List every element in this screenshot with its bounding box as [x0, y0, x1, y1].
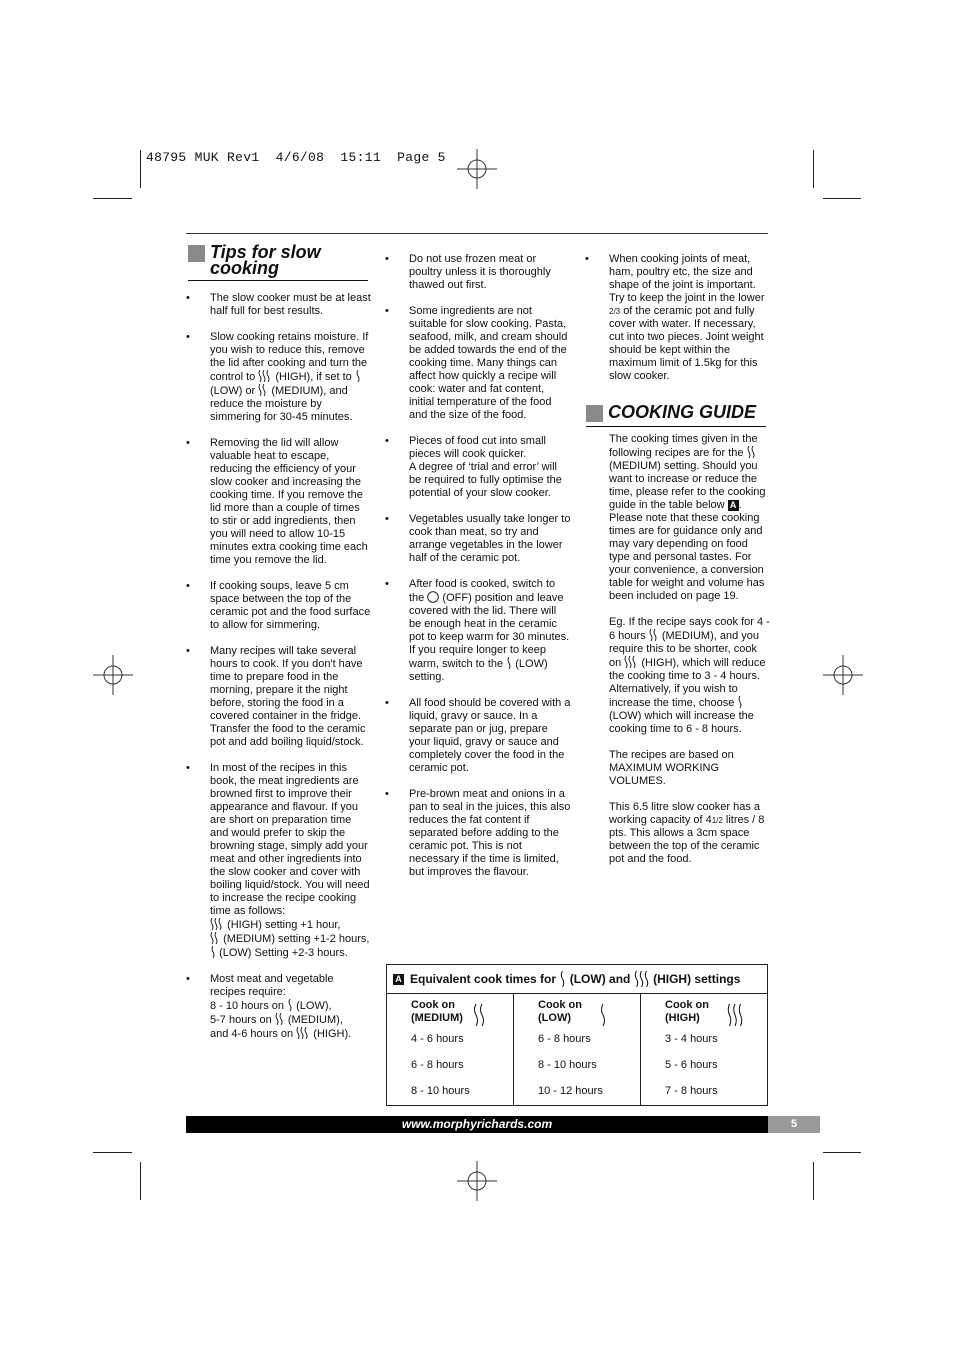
- table-cell: 6 - 8 hours: [538, 1033, 591, 1045]
- list-item: • Vegetables usually take longer to cook than meat, so try and arrange vegetables in the lower half of the ceramic pot.: [385, 513, 571, 565]
- high-setting-icon: [624, 656, 638, 668]
- medium-setting-icon: [649, 629, 659, 641]
- low-setting-icon: [210, 946, 216, 958]
- crop-mark: [813, 1162, 814, 1200]
- cook-times-table: [386, 964, 768, 1106]
- table-column-medium: Cook on (MEDIUM) 4 - 6 hours 6 - 8 hours 8 - 10 hours: [387, 994, 514, 1106]
- list-item: • When cooking joints of meat, ham, poultry etc, the size and shape of the joint is important. Try to keep the joint in the lower 2/3 of the ceramic pot and fully cover with water. If necessary, cut into two pieces. Joint weight should be kept within the maximum limit of 1.5kg for this slow cooker.: [585, 253, 770, 383]
- list-item: • After food is cooked, switch to the (OFF) position and leave covered with the lid. There will be enough heat in the ceramic pot to keep warm for 30 minutes. If you require longer to keep warm, switch to the (LOW) setting.: [385, 578, 571, 684]
- table-cell: 7 - 8 hours: [665, 1085, 718, 1097]
- paragraph: The cooking times given in the following recipes are for the (MEDIUM) setting. Should you want to increase or reduce the time, please refer to the cooking guide in the table below A . Please note that these cooking times are for guidance only and may vary depending on food type and personal tastes. For your convenience, a conversion table for weight and volume has been included on page 19.: [609, 433, 766, 602]
- list-item: • All food should be covered with a liquid, gravy or sauce. In a separate pan or jug, prepare your liquid, gravy or sauce and completely cover the food in the ceramic pot.: [385, 697, 571, 775]
- table-cell: 8 - 10 hours: [538, 1059, 597, 1071]
- tips-heading-line1: Tips for slow: [210, 242, 321, 262]
- high-setting-icon: [634, 971, 650, 987]
- table-column-high: Cook on (HIGH) 3 - 4 hours 5 - 6 hours 7 - 8 hours: [641, 994, 767, 1106]
- table-header: A Equivalent cook times for (LOW) and (HIGH) settings: [387, 965, 767, 994]
- print-slug: 48795 MUK Rev1 4/6/08 15:11 Page 5: [146, 150, 446, 165]
- table-cell: 6 - 8 hours: [411, 1059, 464, 1071]
- medium-setting-icon: [258, 384, 268, 396]
- crop-mark: [140, 1162, 141, 1200]
- list-item: • Pre-brown meat and onions in a pan to seal in the juices, this also reduces the fat content if separated before adding to the ceramic pot. This is not necessary if the time is limited, but improves the flavour.: [385, 788, 571, 879]
- registration-mark-icon: [457, 1161, 497, 1201]
- off-setting-icon: [427, 591, 439, 603]
- list-item: • The slow cooker must be at least half full for best results.: [186, 292, 372, 318]
- heading-square-icon: [188, 245, 205, 262]
- heading-square-icon: [586, 405, 603, 422]
- footer-url-bar: www.morphyrichards.com: [186, 1116, 768, 1133]
- paragraph: The recipes are based on MAXIMUM WORKING VOLUMES.: [609, 749, 734, 787]
- cooking-guide-heading: [586, 404, 766, 422]
- column-3: [585, 253, 770, 396]
- list-item: • Most meat and vegetable recipes require: 8 - 10 hours on (LOW), 5-7 hours on (MEDIUM), and 4-6 hours on (HIGH).: [186, 973, 372, 1041]
- heading-underline: [586, 426, 766, 428]
- low-setting-icon: [506, 657, 512, 669]
- paragraph: Eg. If the recipe says cook for 4 - 6 hours (MEDIUM), and you require this to be shorter, cook on (HIGH), which will reduce the cooking time to 3 - 4 hours. Alternatively, if you wish to increase the time, choose (LOW) which will increase the cooking time to 6 - 8 hours.: [609, 616, 770, 735]
- table-body: [387, 994, 767, 1106]
- cooking-guide-text: [585, 433, 770, 879]
- medium-setting-icon: [747, 446, 757, 458]
- registration-mark-icon: [93, 655, 133, 695]
- list-item: • Some ingredients are not suitable for slow cooking. Pasta, seafood, milk, and cream should be added towards the end of the cooking time. Many things can affect how quickly a recipe will cook: water and fat content, initial temperature of the food and the size of the food.: [385, 305, 571, 422]
- crop-mark: [93, 198, 132, 199]
- high-setting-icon: [296, 1027, 310, 1039]
- list-item: • If cooking soups, leave 5 cm space between the top of the ceramic pot and the food surface to allow for simmering.: [186, 580, 372, 632]
- fraction: 1/2: [711, 816, 723, 825]
- page-number: 5: [768, 1116, 820, 1133]
- crop-mark: [93, 1152, 132, 1153]
- table-badge: A: [728, 500, 739, 511]
- list-item: • In most of the recipes in this book, the meat ingredients are browned first to improve their appearance and flavour. If you are short on preparation time and would prefer to skip the browning stage, simply add your meat and other ingredients into the slow cooker and cover with boiling liquid/stock. You will need to increase the recipe cooking time as follows: (HIGH) setting +1 hour, (MEDIUM) setting +1-2 hours, (LOW) Setting +2-3 hours.: [186, 762, 372, 960]
- registration-mark-icon: [823, 655, 863, 695]
- high-setting-icon: [210, 918, 224, 930]
- registration-mark-icon: [457, 149, 497, 189]
- paragraph: This 6.5 litre slow cooker has a working capacity of 41/2 litres / 8 pts. This allows a 3cm space between the top of the ceramic pot and the food.: [609, 801, 765, 865]
- table-cell: 5 - 6 hours: [665, 1059, 718, 1071]
- low-setting-icon: [737, 696, 743, 708]
- medium-setting-icon: [210, 932, 220, 944]
- list-item: • Pieces of food cut into small pieces will cook quicker. A degree of ‘trial and error’ will be required to fully optimise the potential of your slow cooker.: [385, 435, 571, 500]
- list-item: • Many recipes will take several hours to cook. If you don't have time to prepare food in the morning, prepare it the night before, storing the food in a covered container in the fridge. Transfer the food to the ceramic pot and add boiling liquid/stock.: [186, 645, 372, 749]
- high-setting-icon: [727, 1004, 743, 1026]
- table-cell: 4 - 6 hours: [411, 1033, 464, 1045]
- list-item: • Slow cooking retains moisture. If you wish to reduce this, remove the lid after cooking and turn the control to (HIGH), if set to (LOW) or (MEDIUM), and reduce the moisture by simmering for 30-45 minutes.: [186, 331, 372, 424]
- low-setting-icon: [600, 1004, 606, 1026]
- low-setting-icon: [287, 999, 293, 1011]
- table-cell: 10 - 12 hours: [538, 1085, 603, 1097]
- list-item: • Do not use frozen meat or poultry unless it is thoroughly thawed out first.: [385, 253, 571, 292]
- table-badge: A: [393, 974, 404, 985]
- tips-heading: [188, 244, 368, 276]
- crop-mark: [140, 150, 141, 188]
- table-cell: 3 - 4 hours: [665, 1033, 718, 1045]
- crop-mark: [813, 150, 814, 188]
- crop-mark: [823, 1152, 861, 1153]
- high-setting-icon: [258, 370, 272, 382]
- column-1: [186, 292, 372, 1054]
- tips-heading-line2: cooking: [210, 258, 280, 278]
- fraction: 2/3: [609, 307, 621, 316]
- header-rule: [186, 233, 768, 234]
- list-item: • Removing the lid will allow valuable heat to escape, reducing the efficiency of your slow cooker and increasing the cooking time. If you remove the lid more than a couple of times to stir or add ingredients, then you will need to allow 10-15 minutes extra cooking time each time you remove the lid.: [186, 437, 372, 567]
- medium-setting-icon: [275, 1013, 285, 1025]
- table-column-low: Cook on (LOW) 6 - 8 hours 8 - 10 hours 10 - 12 hours: [514, 994, 641, 1106]
- low-setting-icon: [355, 370, 361, 382]
- crop-mark: [823, 198, 861, 199]
- table-cell: 8 - 10 hours: [411, 1085, 470, 1097]
- low-setting-icon: [559, 971, 566, 987]
- column-2: [385, 253, 571, 892]
- medium-setting-icon: [473, 1004, 485, 1026]
- cooking-guide-title: COOKING GUIDE: [608, 402, 757, 422]
- heading-underline: [188, 280, 368, 282]
